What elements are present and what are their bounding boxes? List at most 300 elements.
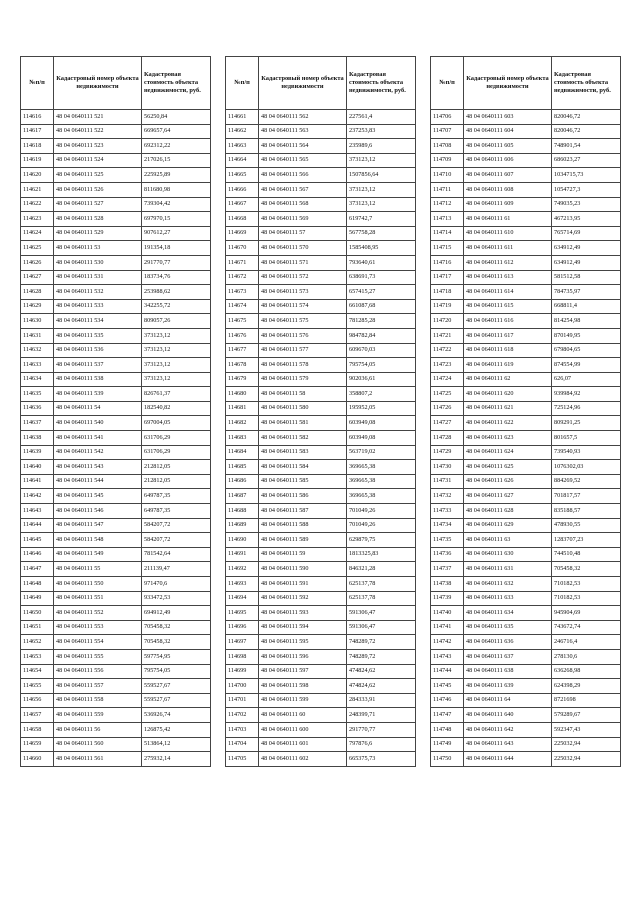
- cell-num: 114629: [21, 299, 54, 314]
- cell-cadastral-cost: 665375,73: [347, 752, 416, 767]
- cell-num: 114685: [226, 460, 259, 475]
- header-cadastral-number: Кадастровый номер объекта недвижимости: [259, 57, 347, 110]
- cell-cadastral-number: 48 04 0640111 542: [54, 445, 142, 460]
- table-row: [226, 591, 416, 606]
- cell-cadastral-number: 48 04 0640111 642: [464, 722, 552, 737]
- cell-num: 114689: [226, 518, 259, 533]
- table-row: [431, 168, 621, 183]
- cadastre-table-1: [20, 56, 211, 767]
- cell-cadastral-cost: 814254,98: [552, 314, 621, 329]
- table-row: [21, 635, 211, 650]
- cell-cadastral-cost: 710182,53: [552, 577, 621, 592]
- cell-cadastral-number: 48 04 0640111 63: [464, 533, 552, 548]
- cell-cadastral-cost: 809057,26: [142, 314, 211, 329]
- table-row: [21, 241, 211, 256]
- cell-num: 114646: [21, 547, 54, 562]
- cell-cadastral-number: 48 04 0640111 627: [464, 489, 552, 504]
- cell-cadastral-cost: 1054727,3: [552, 182, 621, 197]
- cell-num: 114710: [431, 168, 464, 183]
- cell-cadastral-number: 48 04 0640111 626: [464, 474, 552, 489]
- table-row: [226, 168, 416, 183]
- cell-cadastral-number: 48 04 0640111 521: [54, 110, 142, 125]
- cell-num: 114692: [226, 562, 259, 577]
- cell-cadastral-cost: 649787,35: [142, 489, 211, 504]
- cell-cadastral-number: 48 04 0640111 631: [464, 562, 552, 577]
- cell-cadastral-number: 48 04 0640111 56: [54, 722, 142, 737]
- cell-num: 114680: [226, 387, 259, 402]
- cell-cadastral-number: 48 04 0640111 57: [259, 226, 347, 241]
- table-header-row: [226, 57, 416, 110]
- cell-cadastral-cost: 657415,27: [347, 285, 416, 300]
- table-row: [431, 314, 621, 329]
- cell-cadastral-cost: 603949,08: [347, 431, 416, 446]
- cell-num: 114695: [226, 606, 259, 621]
- cell-cadastral-number: 48 04 0640111 545: [54, 489, 142, 504]
- cell-cadastral-cost: 701817,57: [552, 489, 621, 504]
- cell-cadastral-number: 48 04 0640111 547: [54, 518, 142, 533]
- cell-num: 114656: [21, 693, 54, 708]
- cell-cadastral-number: 48 04 0640111 573: [259, 285, 347, 300]
- cell-cadastral-cost: 373123,12: [347, 153, 416, 168]
- cell-num: 114672: [226, 270, 259, 285]
- table-row: [226, 474, 416, 489]
- cell-cadastral-cost: 373123,12: [142, 372, 211, 387]
- cell-num: 114730: [431, 460, 464, 475]
- table-row: [226, 562, 416, 577]
- cell-cadastral-cost: 710182,53: [552, 591, 621, 606]
- cell-cadastral-number: 48 04 0640111 610: [464, 226, 552, 241]
- table-row: [226, 489, 416, 504]
- cell-num: 114676: [226, 328, 259, 343]
- cell-cadastral-number: 48 04 0640111 585: [259, 474, 347, 489]
- table-row: [21, 299, 211, 314]
- cell-cadastral-cost: 626,07: [552, 372, 621, 387]
- table-row: [226, 212, 416, 227]
- cell-cadastral-cost: 559527,67: [142, 693, 211, 708]
- cell-cadastral-cost: 748289,72: [347, 649, 416, 664]
- cell-cadastral-cost: 342255,72: [142, 299, 211, 314]
- table-row: [431, 693, 621, 708]
- cell-cadastral-cost: 907612,27: [142, 226, 211, 241]
- cell-cadastral-cost: 373123,12: [142, 328, 211, 343]
- cell-num: 114717: [431, 270, 464, 285]
- cell-cadastral-number: 48 04 0640111 633: [464, 591, 552, 606]
- cell-cadastral-cost: 563719,02: [347, 445, 416, 460]
- cell-cadastral-number: 48 04 0640111 64: [464, 693, 552, 708]
- cell-num: 114683: [226, 431, 259, 446]
- cell-num: 114684: [226, 445, 259, 460]
- table-row: [226, 547, 416, 562]
- cell-num: 114621: [21, 182, 54, 197]
- cell-num: 114713: [431, 212, 464, 227]
- cell-cadastral-cost: 669657,64: [142, 124, 211, 139]
- table-row: [431, 197, 621, 212]
- cell-cadastral-number: 48 04 0640111 629: [464, 518, 552, 533]
- cell-cadastral-number: 48 04 0640111 609: [464, 197, 552, 212]
- table-row: [226, 606, 416, 621]
- cell-cadastral-cost: 686023,27: [552, 153, 621, 168]
- table-row: [431, 372, 621, 387]
- table-row: [21, 547, 211, 562]
- cell-cadastral-number: 48 04 0640111 583: [259, 445, 347, 460]
- table-row: [431, 635, 621, 650]
- cell-num: 114744: [431, 664, 464, 679]
- table-row: [21, 606, 211, 621]
- cell-num: 114708: [431, 139, 464, 154]
- cell-cadastral-cost: 212812,05: [142, 460, 211, 475]
- cell-cadastral-number: 48 04 0640111 623: [464, 431, 552, 446]
- cell-num: 114658: [21, 722, 54, 737]
- cell-cadastral-number: 48 04 0640111 638: [464, 664, 552, 679]
- cell-num: 114698: [226, 649, 259, 664]
- cell-cadastral-number: 48 04 0640111 613: [464, 270, 552, 285]
- cell-num: 114704: [226, 737, 259, 752]
- cell-num: 114701: [226, 693, 259, 708]
- table-row: [431, 474, 621, 489]
- cell-cadastral-cost: 694912,49: [142, 606, 211, 621]
- cell-cadastral-cost: 235989,6: [347, 139, 416, 154]
- cell-num: 114712: [431, 197, 464, 212]
- table-row: [21, 285, 211, 300]
- cell-cadastral-cost: 478930,55: [552, 518, 621, 533]
- cell-num: 114688: [226, 504, 259, 519]
- cell-cadastral-number: 48 04 0640111 612: [464, 255, 552, 270]
- cell-cadastral-number: 48 04 0640111 598: [259, 679, 347, 694]
- cell-num: 114663: [226, 139, 259, 154]
- cell-cadastral-number: 48 04 0640111 58: [259, 387, 347, 402]
- cell-num: 114645: [21, 533, 54, 548]
- table-row: [21, 314, 211, 329]
- table-row: [226, 722, 416, 737]
- cell-cadastral-number: 48 04 0640111 621: [464, 401, 552, 416]
- table-row: [431, 737, 621, 752]
- cell-num: 114709: [431, 153, 464, 168]
- table-row: [431, 504, 621, 519]
- cell-cadastral-cost: 211139,47: [142, 562, 211, 577]
- cell-cadastral-number: 48 04 0640111 536: [54, 343, 142, 358]
- cell-cadastral-number: 48 04 0640111 571: [259, 255, 347, 270]
- cell-cadastral-cost: 217026,15: [142, 153, 211, 168]
- table-row: [21, 431, 211, 446]
- cell-cadastral-cost: 253988,62: [142, 285, 211, 300]
- cell-cadastral-cost: 474824,62: [347, 664, 416, 679]
- table-row: [21, 591, 211, 606]
- cell-cadastral-number: 48 04 0640111 562: [259, 110, 347, 125]
- cell-cadastral-number: 48 04 0640111 59: [259, 547, 347, 562]
- cell-num: 114622: [21, 197, 54, 212]
- table-row: [226, 110, 416, 125]
- cell-cadastral-number: 48 04 0640111 569: [259, 212, 347, 227]
- cell-cadastral-number: 48 04 0640111 54: [54, 401, 142, 416]
- cell-num: 114715: [431, 241, 464, 256]
- cell-cadastral-cost: 705458,32: [142, 635, 211, 650]
- cell-cadastral-number: 48 04 0640111 597: [259, 664, 347, 679]
- cell-cadastral-cost: 748289,72: [347, 635, 416, 650]
- cell-num: 114697: [226, 635, 259, 650]
- cadastre-table-3: [430, 56, 621, 767]
- table-row: [431, 153, 621, 168]
- cell-cadastral-cost: 536926,74: [142, 708, 211, 723]
- table-row: [226, 285, 416, 300]
- cell-cadastral-number: 48 04 0640111 586: [259, 489, 347, 504]
- cell-num: 114706: [431, 110, 464, 125]
- table-row: [21, 533, 211, 548]
- cell-num: 114659: [21, 737, 54, 752]
- table-row: [431, 416, 621, 431]
- cell-cadastral-cost: 513864,12: [142, 737, 211, 752]
- cell-cadastral-cost: 1076302,03: [552, 460, 621, 475]
- cell-num: 114636: [21, 401, 54, 416]
- cell-num: 114671: [226, 255, 259, 270]
- cell-cadastral-number: 48 04 0640111 560: [54, 737, 142, 752]
- cell-num: 114726: [431, 401, 464, 416]
- cell-cadastral-cost: 373123,12: [347, 182, 416, 197]
- table-row: [226, 226, 416, 241]
- table-row: [21, 708, 211, 723]
- cell-cadastral-cost: 1813325,83: [347, 547, 416, 562]
- cell-cadastral-number: 48 04 0640111 588: [259, 518, 347, 533]
- table-row: [431, 401, 621, 416]
- cell-cadastral-number: 48 04 0640111 620: [464, 387, 552, 402]
- header-cadastral-cost: Кадастровая стоимость объекта недвижимости, руб.: [552, 57, 621, 110]
- cell-cadastral-cost: 701049,26: [347, 518, 416, 533]
- table-row: [431, 124, 621, 139]
- cell-cadastral-number: 48 04 0640111 617: [464, 328, 552, 343]
- cell-num: 114716: [431, 255, 464, 270]
- table-row: [226, 358, 416, 373]
- header-num: №п/п: [431, 57, 464, 110]
- table-header-row: [431, 57, 621, 110]
- cell-num: 114647: [21, 562, 54, 577]
- cell-cadastral-cost: 826761,37: [142, 387, 211, 402]
- table-row: [226, 255, 416, 270]
- table-row: [431, 226, 621, 241]
- cell-cadastral-number: 48 04 0640111 566: [259, 168, 347, 183]
- cell-num: 114743: [431, 649, 464, 664]
- table-row: [226, 533, 416, 548]
- table-row: [226, 401, 416, 416]
- cell-cadastral-cost: 592347,43: [552, 722, 621, 737]
- cell-cadastral-cost: 884269,52: [552, 474, 621, 489]
- header-cadastral-number: Кадастровый номер объекта недвижимости: [464, 57, 552, 110]
- cell-cadastral-cost: 945904,69: [552, 606, 621, 621]
- cell-cadastral-number: 48 04 0640111 563: [259, 124, 347, 139]
- table-row: [431, 547, 621, 562]
- cell-cadastral-number: 48 04 0640111 546: [54, 504, 142, 519]
- cell-num: 114718: [431, 285, 464, 300]
- cell-cadastral-number: 48 04 0640111 608: [464, 182, 552, 197]
- cell-cadastral-cost: 781285,28: [347, 314, 416, 329]
- header-cadastral-number: Кадастровый номер объекта недвижимости: [54, 57, 142, 110]
- cell-cadastral-cost: 225032,94: [552, 752, 621, 767]
- table-row: [431, 562, 621, 577]
- cell-cadastral-cost: 581512,58: [552, 270, 621, 285]
- table-row: [431, 343, 621, 358]
- cell-cadastral-number: 48 04 0640111 549: [54, 547, 142, 562]
- cell-cadastral-cost: 624398,29: [552, 679, 621, 694]
- cell-cadastral-number: 48 04 0640111 607: [464, 168, 552, 183]
- table-row: [21, 153, 211, 168]
- cell-cadastral-number: 48 04 0640111 619: [464, 358, 552, 373]
- table-row: [21, 562, 211, 577]
- cell-num: 114626: [21, 255, 54, 270]
- cell-cadastral-cost: 358807,2: [347, 387, 416, 402]
- cell-cadastral-cost: 705458,32: [142, 620, 211, 635]
- cell-cadastral-number: 48 04 0640111 552: [54, 606, 142, 621]
- table-row: [21, 620, 211, 635]
- table-row: [431, 606, 621, 621]
- table-row: [21, 752, 211, 767]
- cell-cadastral-cost: 284333,91: [347, 693, 416, 708]
- cell-num: 114643: [21, 504, 54, 519]
- table-row: [21, 255, 211, 270]
- cell-num: 114619: [21, 153, 54, 168]
- cell-cadastral-cost: 784735,97: [552, 285, 621, 300]
- table-row: [431, 139, 621, 154]
- table-row: [431, 212, 621, 227]
- table-row: [226, 577, 416, 592]
- cell-cadastral-number: 48 04 0640111 624: [464, 445, 552, 460]
- cell-cadastral-number: 48 04 0640111 587: [259, 504, 347, 519]
- table-row: [21, 168, 211, 183]
- cell-cadastral-number: 48 04 0640111 530: [54, 255, 142, 270]
- cell-cadastral-cost: 874554,99: [552, 358, 621, 373]
- cell-cadastral-number: 48 04 0640111 558: [54, 693, 142, 708]
- cell-num: 114723: [431, 358, 464, 373]
- cell-cadastral-cost: 902036,61: [347, 372, 416, 387]
- table-row: [431, 431, 621, 446]
- cell-cadastral-cost: 1034715,73: [552, 168, 621, 183]
- table-row: [226, 708, 416, 723]
- cell-cadastral-cost: 638691,73: [347, 270, 416, 285]
- cell-cadastral-cost: 793640,61: [347, 255, 416, 270]
- cell-num: 114678: [226, 358, 259, 373]
- header-cadastral-cost: Кадастровая стоимость объекта недвижимости, руб.: [142, 57, 211, 110]
- cell-cadastral-cost: 467213,95: [552, 212, 621, 227]
- cell-cadastral-number: 48 04 0640111 616: [464, 314, 552, 329]
- cell-cadastral-number: 48 04 0640111 580: [259, 401, 347, 416]
- cell-cadastral-cost: 373123,12: [142, 343, 211, 358]
- cell-cadastral-number: 48 04 0640111 622: [464, 416, 552, 431]
- cell-cadastral-number: 48 04 0640111 602: [259, 752, 347, 767]
- table-row: [21, 197, 211, 212]
- cell-num: 114693: [226, 577, 259, 592]
- table-header-row: [21, 57, 211, 110]
- cell-num: 114618: [21, 139, 54, 154]
- table-row: [21, 401, 211, 416]
- cell-cadastral-cost: 971470,6: [142, 577, 211, 592]
- table-row: [431, 460, 621, 475]
- cell-num: 114616: [21, 110, 54, 125]
- cell-cadastral-number: 48 04 0640111 596: [259, 649, 347, 664]
- cell-cadastral-number: 48 04 0640111 640: [464, 708, 552, 723]
- cell-num: 114668: [226, 212, 259, 227]
- table-row: [431, 679, 621, 694]
- cell-cadastral-cost: 369665,38: [347, 460, 416, 475]
- cell-cadastral-cost: 679804,65: [552, 343, 621, 358]
- cell-cadastral-cost: 739540,93: [552, 445, 621, 460]
- cell-num: 114669: [226, 226, 259, 241]
- cell-cadastral-number: 48 04 0640111 61: [464, 212, 552, 227]
- table-row: [226, 431, 416, 446]
- cell-cadastral-cost: 182540,82: [142, 401, 211, 416]
- table-row: [21, 489, 211, 504]
- cell-cadastral-cost: 795754,05: [347, 358, 416, 373]
- table-row: [21, 737, 211, 752]
- table-row: [226, 343, 416, 358]
- cell-num: 114748: [431, 722, 464, 737]
- cell-cadastral-cost: 1507856,64: [347, 168, 416, 183]
- table-row: [21, 649, 211, 664]
- cell-cadastral-number: 48 04 0640111 528: [54, 212, 142, 227]
- cell-num: 114638: [21, 431, 54, 446]
- cell-cadastral-cost: 225925,89: [142, 168, 211, 183]
- header-num: №п/п: [21, 57, 54, 110]
- table-row: [21, 679, 211, 694]
- cell-cadastral-cost: 56250,84: [142, 110, 211, 125]
- cell-num: 114720: [431, 314, 464, 329]
- cell-cadastral-number: 48 04 0640111 523: [54, 139, 142, 154]
- cell-num: 114635: [21, 387, 54, 402]
- cell-num: 114749: [431, 737, 464, 752]
- cell-num: 114711: [431, 182, 464, 197]
- cell-num: 114702: [226, 708, 259, 723]
- cell-num: 114653: [21, 649, 54, 664]
- table-row: [431, 518, 621, 533]
- cell-cadastral-number: 48 04 0640111 579: [259, 372, 347, 387]
- cell-cadastral-cost: 697970,15: [142, 212, 211, 227]
- table-row: [226, 299, 416, 314]
- cell-cadastral-cost: 225032,94: [552, 737, 621, 752]
- cell-cadastral-number: 48 04 0640111 639: [464, 679, 552, 694]
- table-row: [226, 445, 416, 460]
- cell-cadastral-cost: 636268,98: [552, 664, 621, 679]
- cell-cadastral-number: 48 04 0640111 611: [464, 241, 552, 256]
- cell-cadastral-number: 48 04 0640111 531: [54, 270, 142, 285]
- cell-num: 114736: [431, 547, 464, 562]
- cell-num: 114623: [21, 212, 54, 227]
- cell-num: 114655: [21, 679, 54, 694]
- cell-cadastral-number: 48 04 0640111 55: [54, 562, 142, 577]
- cell-cadastral-cost: 744510,48: [552, 547, 621, 562]
- table-row: [431, 387, 621, 402]
- cell-num: 114735: [431, 533, 464, 548]
- cell-num: 114696: [226, 620, 259, 635]
- cell-cadastral-number: 48 04 0640111 524: [54, 153, 142, 168]
- cell-cadastral-number: 48 04 0640111 606: [464, 153, 552, 168]
- cell-num: 114740: [431, 606, 464, 621]
- cell-num: 114657: [21, 708, 54, 723]
- cell-cadastral-cost: 584207,72: [142, 533, 211, 548]
- cell-num: 114694: [226, 591, 259, 606]
- table-row: [226, 124, 416, 139]
- cell-num: 114746: [431, 693, 464, 708]
- cell-cadastral-number: 48 04 0640111 628: [464, 504, 552, 519]
- cell-num: 114664: [226, 153, 259, 168]
- cell-cadastral-cost: 749035,23: [552, 197, 621, 212]
- cell-num: 114737: [431, 562, 464, 577]
- cell-num: 114631: [21, 328, 54, 343]
- cell-cadastral-number: 48 04 0640111 591: [259, 577, 347, 592]
- cell-cadastral-number: 48 04 0640111 53: [54, 241, 142, 256]
- table-row: [226, 328, 416, 343]
- cell-cadastral-cost: 661087,68: [347, 299, 416, 314]
- cell-cadastral-number: 48 04 0640111 541: [54, 431, 142, 446]
- cell-cadastral-cost: 1585408,95: [347, 241, 416, 256]
- cell-cadastral-cost: 634912,49: [552, 255, 621, 270]
- cell-cadastral-cost: 649787,35: [142, 504, 211, 519]
- cell-cadastral-cost: 278130,6: [552, 649, 621, 664]
